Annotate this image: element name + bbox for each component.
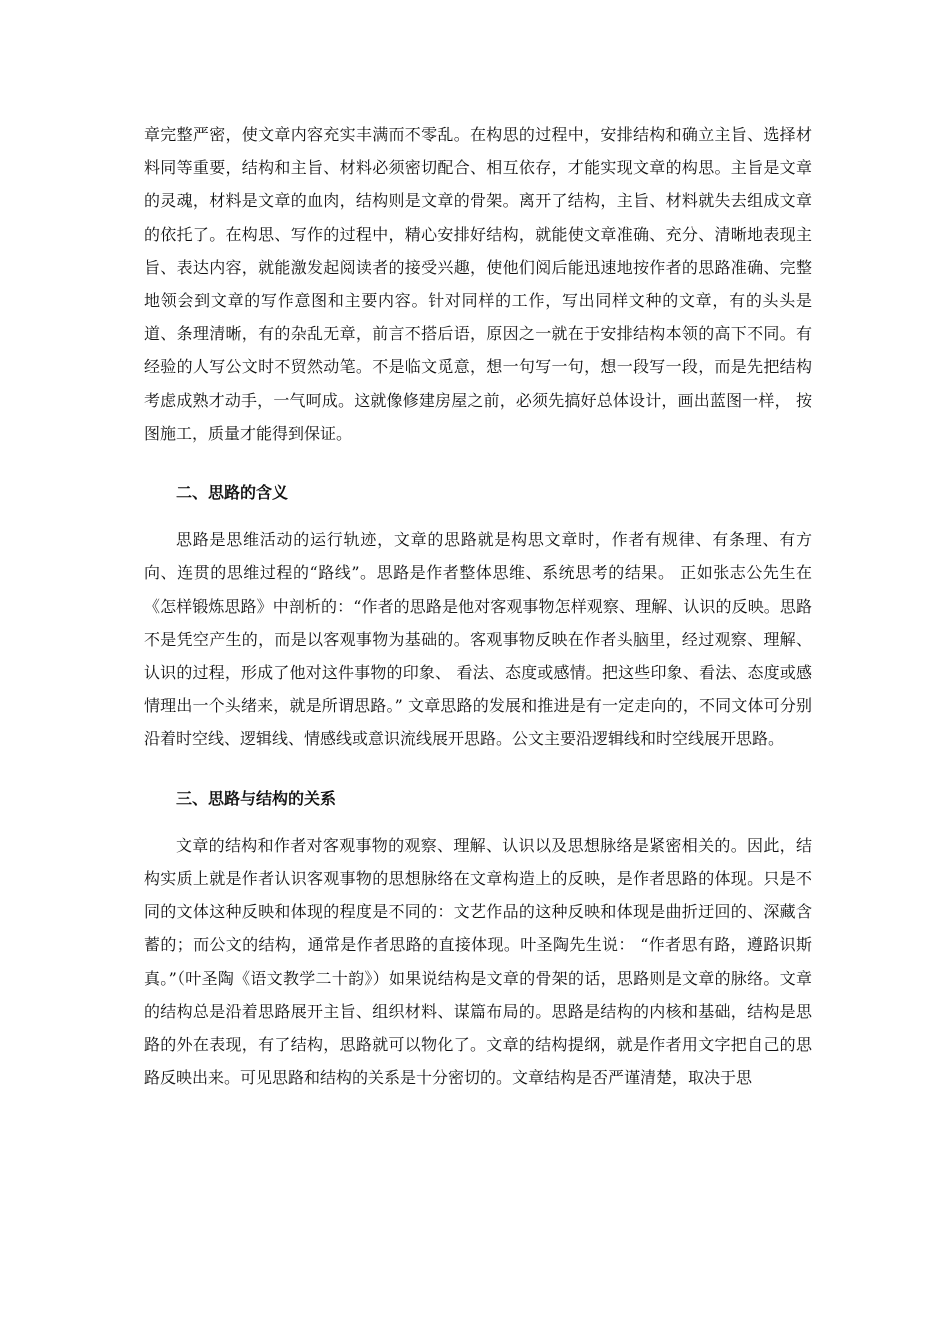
section-heading-3: 三、思路与结构的关系: [176, 788, 337, 808]
spacer: [144, 815, 812, 829]
paragraph-continued: 章完整严密，使文章内容充实丰满而不零乱。在构思的过程中，安排结构和确立主旨、选择材料同等重要，结构和主旨、材料必须密切配合、相互依存，才能实现文章的构思。主旨是文章的灵魂，材料是文章的血肉，结构则是文章的骨架。离开了结构，主旨、材料就失去组成文章的依托了。在构思、写作的过程中，精心安排好结构，就能使文章准确、充分、清晰地表现主旨、表达内容，就能激发起阅读者的接受兴趣，使他们阅后能迅速地按作者的思路准确、完整地领会到文章的写作意图和主要内容。针对同样的工作，写出同样文种的文章，有的头头是道、条理清晰，有的杂乱无章，前言不搭后语，原因之一就在于安排结构本领的高下不同。有经验的人写公文时不贸然动笔。不是临文觅意，想一句写一句，想一段写一段，而是先把结构考虑成熟才动手，一气呵成。这就像修建房屋之前，必须先搞好总体设计，画出蓝图一样， 按图施工，质量才能得到保证。: [144, 125, 812, 443]
section-heading-2: 二、思路的含义: [176, 483, 289, 503]
paragraph-section-3: 文章的结构和作者对客观事物的观察、理解、认识以及思想脉络是紧密相关的。因此，结构实质上就是作者认识客观事物的思想脉络在文章构造上的反映，是作者思路的体现。只是不同的文体这种反映和体现的程度是不同的：文艺作品的这种反映和体现是曲折迂回的、深藏含蓄的；而公文的结构，通常是作者思路的直接体现。叶圣陶先生说： “作者思有路，遵路识斯真。”（叶圣陶《语文教学二十韵》）如果说结构是文章的骨架的话，思路则是文章的脉络。文章的结构总是沿着思路展开主旨、组织材料、谋篇布局的。思路是结构的内核和基础，结构是思路的外在表现，有了结构，思路就可以物化了。文章的结构提纲，就是作者用文字把自己的思路反映出来。可见思路和结构的关系是十分密切的。文章结构是否严谨清楚，取决于思: [144, 835, 812, 1088]
spacer: [144, 509, 812, 523]
paragraph-section-2: 思路是思维活动的运行轨迹，文章的思路就是构思文章时，作者有规律、有条理、有方向、连贯的思维过程的“路线”。思路是作者整体思维、系统思考的结果。 正如张志公先生在《怎样锻炼思路》中剖析的：“作者的思路是他对客观事物怎样观察、理解、认识的反映。思路不是凭空产生的，而是以客观事物为基础的。客观事物反映在作者头脑里，经过观察、理解、认识的过程，形成了他对这件事物的印象、 看法、态度或感情。把这些印象、看法、态度或感情理出一个头绪来，就是所谓思路。” 文章思路的发展和推进是有一定走向的，不同文体可分别沿着时空线、逻辑线、情感线或意识流线展开思路。公文主要沿逻辑线和时空线展开思路。: [144, 530, 812, 749]
spacer: [144, 450, 812, 476]
document-page: [144, 118, 812, 1094]
spacer: [144, 756, 812, 782]
